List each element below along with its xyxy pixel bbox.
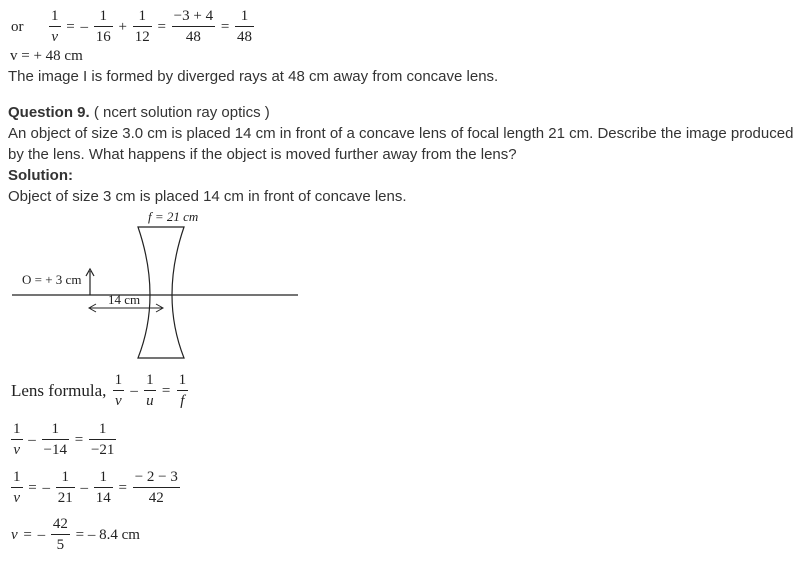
fraction: $\frac{42}{5}$ (52, 516, 68, 553)
lens-formula-label: Lens formula, (11, 380, 107, 400)
fraction: $\frac{1}{v}$ (13, 421, 21, 458)
fraction: $\frac{1}{48}$ (237, 8, 253, 45)
fraction: $\frac{1}{v}$ (51, 8, 59, 45)
fraction: $\frac{- 2 - 3}{42}$ (134, 469, 178, 506)
object-label: O = + 3 cm (22, 272, 82, 287)
question-text-line2: by the lens. What happens if the object is moved further away from the lens? (8, 146, 517, 163)
fraction: $\frac{1}{16}$ (95, 8, 111, 45)
fraction: $\frac{1}{21}$ (57, 469, 73, 506)
fraction: $\frac{1}{f}$ (178, 372, 187, 409)
fraction: $\frac{1}{v}$ (114, 372, 123, 409)
concave-lens-shape (138, 227, 184, 358)
concave-lens-diagram (0, 205, 310, 365)
or-word: or (11, 18, 24, 35)
top-equation: or $\frac{1}{v}$ = – $\frac{1}{16}$ + $\frac{1}{12}$ = $\frac{-3 + 4}{48}$ = $\frac{1}{48}$ (11, 8, 253, 45)
fraction: $\frac{1}{-21}$ (90, 421, 115, 458)
question-source: ( ncert solution ray optics ) (89, 104, 270, 121)
equation-step-3: v = – $\frac{42}{5}$ = – 8.4 cm (11, 516, 140, 553)
question-heading (8, 104, 270, 121)
image-statement: The image I is formed by diverged rays at 48 cm away from concave lens. (8, 68, 499, 85)
lens-formula: Lens formula, $\frac{1}{v}$ – $\frac{1}{u}$ = $\frac{1}{f}$ (11, 372, 187, 409)
focal-length-label: f = 21 cm (148, 209, 199, 224)
question-text-line1: An object of size 3.0 cm is placed 14 cm in front of a concave lens of focal length 21 cm. Describe the image produced (8, 125, 794, 142)
distance-label: 14 cm (108, 292, 141, 307)
fraction: $\frac{1}{-14}$ (43, 421, 67, 458)
fraction: $\frac{1}{u}$ (146, 372, 154, 409)
v-result: v = + 48 cm (10, 48, 83, 64)
final-result: = – 8.4 cm (75, 526, 140, 543)
solution-intro: Object of size 3 cm is placed 14 cm in front of concave lens. (8, 188, 407, 205)
equation-step-1: $\frac{1}{v}$ – $\frac{1}{-14}$ = $\frac{1}{-21}$ (13, 421, 115, 458)
fraction: $\frac{1}{14}$ (95, 469, 111, 506)
question-label: Question 9. (8, 104, 90, 121)
fraction: $\frac{1}{12}$ (134, 8, 150, 45)
solution-label: Solution: (8, 167, 73, 184)
fraction: $\frac{-3 + 4}{48}$ (173, 8, 214, 45)
fraction: $\frac{1}{v}$ (13, 469, 21, 506)
equation-step-2: $\frac{1}{v}$ = – $\frac{1}{21}$ – $\frac{1}{14}$ = $\frac{- 2 - 3}{42}$ (13, 469, 178, 506)
